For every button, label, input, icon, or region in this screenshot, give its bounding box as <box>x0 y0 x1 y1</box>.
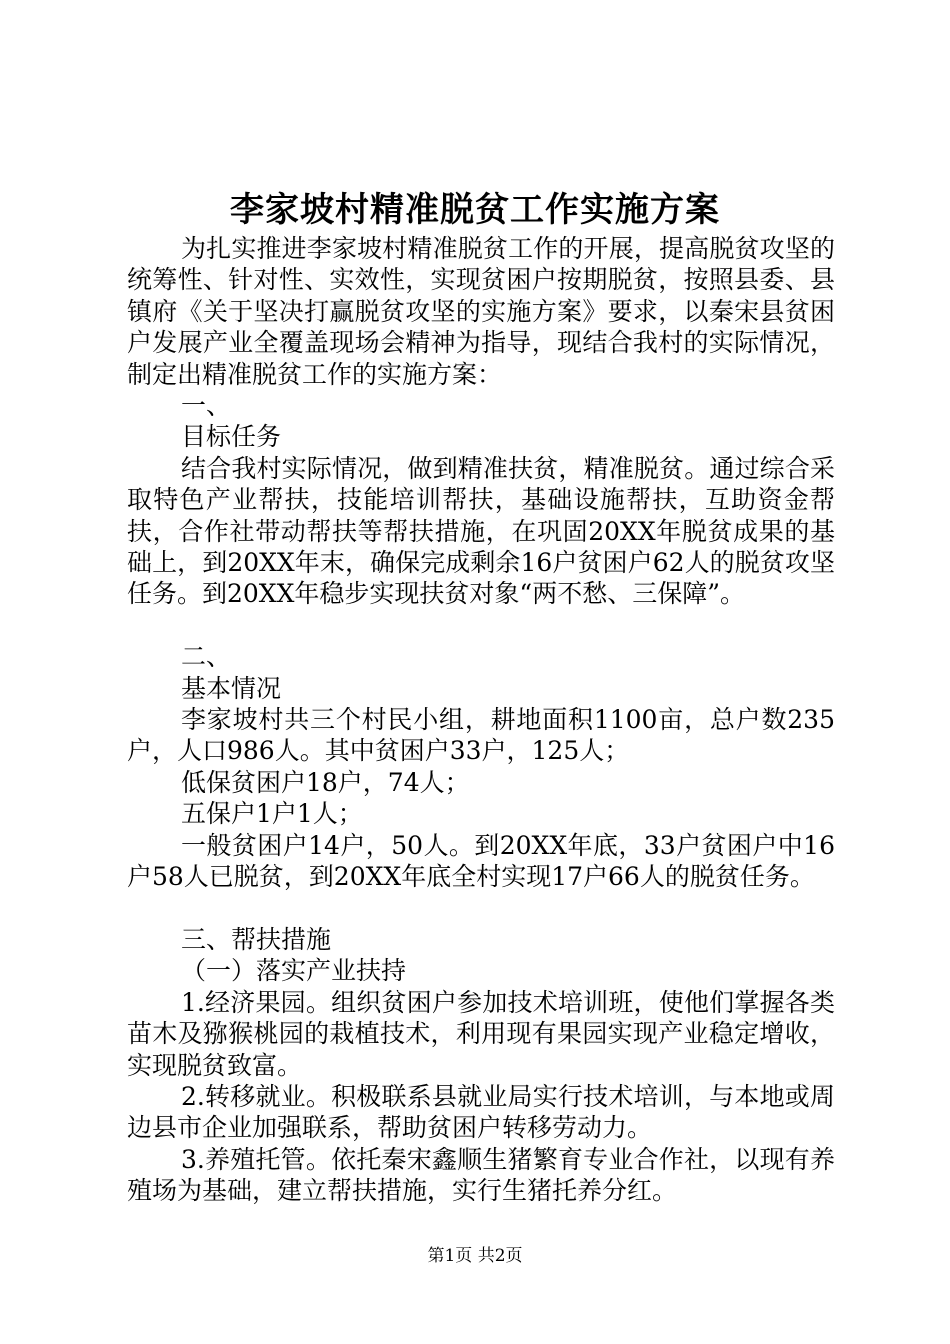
section-heading-basic-info: 基本情况 <box>181 673 282 703</box>
section-number-2: 二、 <box>181 642 232 672</box>
subsection-heading-industry: （一）落实产业扶持 <box>181 956 407 986</box>
page-footer: 第1页 共2页 <box>427 1246 523 1266</box>
five-guarantee-households: 五保户1户1人； <box>181 799 363 829</box>
measure-item-employment: 2.转移就业。积极联系县就业局实行技术培训，与本地或周边县市企业加强联系，帮助贫困户转移劳动力。 <box>127 1081 835 1143</box>
document-title: 李家坡村精准脱贫工作实施方案 <box>230 190 720 230</box>
section-heading-goals: 目标任务 <box>181 422 282 452</box>
section-number-1: 一、 <box>181 391 232 421</box>
section-heading-measures: 三、帮扶措施 <box>181 924 332 954</box>
basic-info-paragraph: 李家坡村共三个村民小组，耕地面积1100亩，总户数235户，人口986人。其中贫困户33户，125人； <box>127 705 835 766</box>
blank-line <box>127 610 835 641</box>
measure-item-orchard: 1.经济果园。组织贫困户参加技术培训班，使他们掌握各类苗木及猕猴桃园的栽植技术，利用现有果园实现产业稳定增收，实现脱贫致富。 <box>127 987 835 1080</box>
low-income-households: 低保贫困户18户，74人； <box>181 767 470 797</box>
measure-item-breeding: 3.养殖托管。依托秦宋鑫顺生猪繁育专业合作社，以现有养殖场为基础，建立帮扶措施，实行生猪托养分红。 <box>127 1144 835 1206</box>
general-poor-households: 一般贫困户14户，50人。到20XX年底，33户贫困户中16户58人已脱贫，到20XX年底全村实现17户66人的脱贫任务。 <box>127 830 835 892</box>
intro-paragraph: 为扎实推进李家坡村精准脱贫工作的开展，提高脱贫攻坚的统筹性、针对性、实效性，实现贫困户按期脱贫，按照县委、县镇府《关于坚决打赢脱贫攻坚的实施方案》要求，以秦宋县贫困户发展产业全覆盖现场会精神为指导，现结合我村的实际情况，制定出精准脱贫工作的实施方案： <box>127 234 835 389</box>
goals-paragraph: 结合我村实际情况，做到精准扶贫，精准脱贫。通过综合采取特色产业帮扶，技能培训帮扶，基础设施帮扶，互助资金帮扶，合作社带动帮扶等帮扶措施，在巩固20XX年脱贫成果的基础上，到20XX年末，确保完成剩余16户贫困户62人的脱贫攻坚任务。到20XX年稳步实现扶贫对象“两不愁、三保障”。 <box>127 453 835 609</box>
blank-line <box>127 893 835 924</box>
document-body <box>127 233 835 1207</box>
